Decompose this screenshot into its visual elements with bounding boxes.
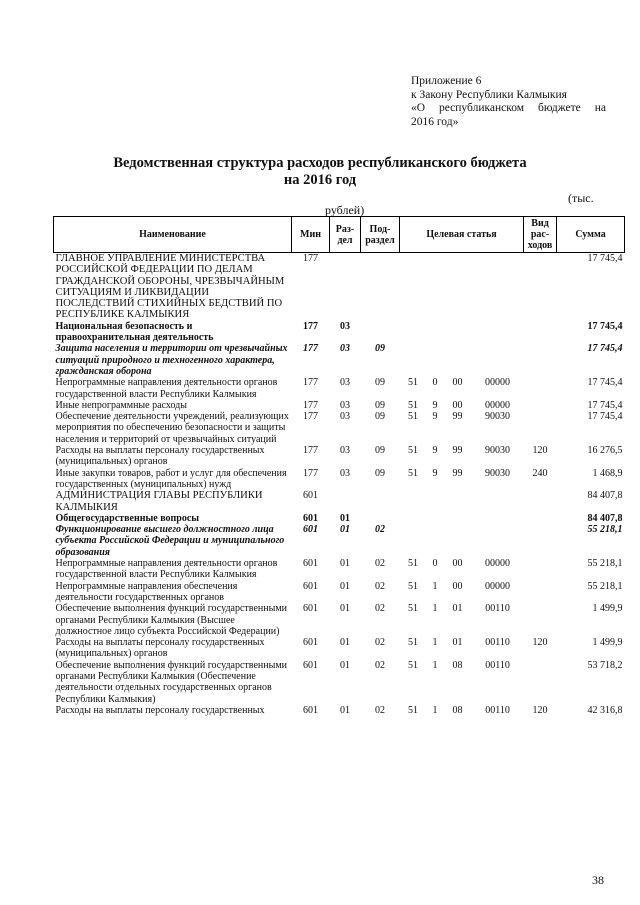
- row-target-sub: 99: [452, 445, 463, 457]
- header-subsection: Под- раздел: [361, 217, 400, 253]
- row-target-direction: [427, 524, 444, 558]
- row-target-sub: [444, 343, 472, 377]
- row-sum: 55 218,1: [587, 558, 623, 570]
- row-section: 03: [340, 343, 350, 355]
- row-target-sub: 00: [452, 558, 463, 570]
- row-target-code: 90030: [485, 411, 511, 423]
- row-target-direction: 9: [432, 467, 438, 479]
- row-ministry: 601: [303, 580, 318, 592]
- header-section: Раз- дел: [330, 217, 361, 253]
- row-sum: 42 316,8: [587, 704, 623, 716]
- row-section: 03: [340, 377, 350, 389]
- row-name: Национальная безопасность и правоохранительная деятельность: [55, 320, 214, 344]
- row-subsection: 02: [375, 704, 385, 716]
- row-target-code: 00110: [485, 603, 510, 615]
- row-ministry: 601: [303, 524, 318, 536]
- row-section: 01: [340, 524, 350, 536]
- row-subsection: 09: [375, 467, 385, 479]
- row-section: 03: [340, 467, 350, 479]
- row-name: Функционирование высшего должностного лица субъекта Российской Федерации и муниципального образования: [55, 524, 285, 558]
- row-sum: 17 745,4: [587, 377, 623, 389]
- row-ministry: 177: [303, 343, 318, 355]
- row-section: 01: [340, 512, 350, 524]
- row-sum: 55 218,1: [587, 580, 623, 592]
- row-target-code: 00110: [485, 659, 510, 671]
- row-section: 03: [340, 399, 350, 411]
- table-row: [54, 558, 625, 581]
- row-name: Расходы на выплаты персоналу государственных (муниципальных) органов: [55, 637, 265, 660]
- row-target-direction: 9: [432, 399, 438, 411]
- row-target-direction: [427, 513, 444, 524]
- row-section: 01: [340, 603, 350, 615]
- row-section: 01: [340, 704, 350, 716]
- row-target-code: 90030: [485, 467, 511, 479]
- row-target-sub: 99: [452, 467, 463, 479]
- row-section: 01: [340, 659, 350, 671]
- row-expense-type: [524, 377, 557, 400]
- row-target-direction: [427, 321, 444, 344]
- unit-label-part1: (тыс.: [568, 191, 594, 205]
- row-sum: 53 718,2: [587, 659, 623, 671]
- row-expense-type: [524, 603, 557, 637]
- row-target-code: 90030: [485, 445, 511, 457]
- row-section: 03: [340, 320, 350, 332]
- table-row: [54, 321, 625, 344]
- row-target-code: [472, 524, 524, 558]
- row-target-sub: 00: [452, 399, 463, 411]
- row-expense-type: 120: [532, 445, 548, 457]
- row-name: Защита населения и территории от чрезвычайных ситуаций природного и техногенного характера, гражданская оборона: [55, 343, 288, 377]
- row-sum: 17 745,4: [587, 343, 623, 355]
- row-ministry: 601: [303, 512, 318, 524]
- row-sum: 17 745,4: [587, 320, 623, 332]
- row-subsection: 09: [375, 377, 385, 389]
- row-target-direction: [427, 253, 444, 321]
- row-target-program: [400, 513, 427, 524]
- row-target-program: [400, 524, 427, 558]
- table-row: [54, 524, 625, 558]
- row-section: 03: [340, 411, 350, 423]
- row-section: 01: [340, 580, 350, 592]
- table-row: [54, 377, 625, 400]
- table-row: [54, 660, 625, 705]
- row-target-program: 51: [408, 704, 418, 716]
- row-target-direction: 1: [432, 580, 438, 592]
- row-expense-type: [524, 581, 557, 604]
- table-row: [54, 603, 625, 637]
- row-target-direction: 9: [432, 411, 438, 423]
- row-target-program: 51: [408, 411, 418, 423]
- row-expense-type: 120: [532, 704, 548, 716]
- row-subsection: [361, 253, 400, 321]
- row-subsection: 09: [375, 411, 385, 423]
- row-target-direction: 1: [432, 603, 438, 615]
- row-subsection: [361, 513, 400, 524]
- row-subsection: 02: [375, 637, 385, 649]
- appendix-note: [411, 75, 606, 129]
- row-target-program: 51: [408, 377, 418, 389]
- row-target-sub: [444, 524, 472, 558]
- row-subsection: 09: [375, 399, 385, 411]
- row-target-program: 51: [408, 558, 418, 570]
- row-ministry: 601: [303, 704, 318, 716]
- row-target-code: 00110: [485, 637, 510, 649]
- row-sum: 1 499,9: [592, 637, 623, 649]
- row-expense-type: [524, 558, 557, 581]
- row-sum: 1 468,9: [592, 467, 623, 479]
- row-ministry: 177: [303, 399, 318, 411]
- row-ministry: 177: [303, 445, 318, 457]
- row-ministry: 177: [303, 377, 318, 389]
- row-target-sub: [444, 253, 472, 321]
- row-name: ГЛАВНОЕ УПРАВЛЕНИЕ МИНИСТЕРСТВА РОССИЙСКОЙ ФЕДЕРАЦИИ ПО ДЕЛАМ ГРАЖДАНСКОЙ ОБОРОНЫ, ЧРЕЗВЫЧАЙНЫМ СИТУАЦИЯМ И ЛИКВИДАЦИИ ПОСЛЕДСТВИЙ СТИХИЙНЫХ БЕДСТВИЙ ПО РЕСПУБЛИКЕ КАЛМЫКИЯ: [55, 253, 285, 321]
- row-expense-type: [524, 400, 557, 411]
- row-expense-type: [524, 524, 557, 558]
- appendix-line: к Закону Республики Калмыкия: [411, 88, 567, 101]
- row-subsection: 09: [375, 445, 385, 457]
- table-row: [54, 253, 625, 321]
- row-target-code: [472, 513, 524, 524]
- row-name: АДМИНИСТРАЦИЯ ГЛАВЫ РЕСПУБЛИКИ КАЛМЫКИЯ: [55, 490, 263, 513]
- header-name: Наименование: [54, 217, 292, 253]
- header-ministry: Мин: [292, 217, 330, 253]
- row-expense-type: [524, 343, 557, 377]
- row-target-program: [400, 490, 427, 513]
- row-sum: 17 745,4: [587, 253, 623, 264]
- row-ministry: 177: [303, 411, 318, 423]
- row-target-code: [472, 343, 524, 377]
- row-sum: 55 218,1: [587, 524, 623, 536]
- row-target-code: [472, 321, 524, 344]
- row-target-code: 00000: [485, 377, 511, 389]
- row-sum: 17 745,4: [587, 411, 623, 423]
- row-target-direction: 0: [432, 558, 438, 570]
- row-sum: 17 745,4: [587, 399, 623, 411]
- row-ministry: 177: [303, 467, 318, 479]
- table-row: [54, 343, 625, 377]
- row-target-program: 51: [408, 445, 418, 457]
- row-expense-type: 120: [532, 637, 548, 649]
- row-target-program: 51: [408, 659, 418, 671]
- row-target-code: 00000: [485, 558, 511, 570]
- row-sum: 1 499,9: [592, 603, 623, 615]
- budget-table-body: [54, 253, 625, 717]
- row-subsection: [361, 490, 400, 513]
- row-target-direction: [427, 490, 444, 513]
- row-target-program: 51: [408, 399, 418, 411]
- row-name: Обеспечение выполнения функций государственными органами Республики Калмыкия (Высшее должностное лицо субъекта Российской Федерации): [55, 603, 288, 637]
- row-expense-type: [524, 321, 557, 344]
- row-name: Обеспечение выполнения функций государственными органами Республики Калмыкия (Обеспечение деятельности отдельных государственных органов Республики Калмыкия): [55, 659, 288, 705]
- row-target-program: 51: [408, 603, 418, 615]
- row-name: Непрограммные направления обеспечения деятельности государственных органов: [55, 580, 238, 603]
- row-ministry: 177: [303, 320, 318, 332]
- row-target-sub: 00: [452, 580, 463, 592]
- row-name: Иные непрограммные расходы: [55, 399, 187, 411]
- row-target-code: [472, 490, 524, 513]
- row-ministry: 177: [303, 253, 318, 264]
- row-ministry: 601: [303, 637, 318, 649]
- row-subsection: 02: [375, 603, 385, 615]
- row-target-sub: 99: [452, 411, 463, 423]
- row-ministry: 601: [303, 603, 318, 615]
- row-name: Непрограммные направления деятельности органов государственной власти Республики Калмыкия: [55, 558, 278, 581]
- row-ministry: 601: [303, 558, 318, 570]
- row-target-sub: [444, 490, 472, 513]
- page-number: 38: [592, 873, 604, 887]
- row-name: Общегосударственные вопросы: [55, 512, 200, 524]
- budget-table: [53, 216, 625, 716]
- row-target-sub: 00: [452, 377, 463, 389]
- header-expense-type: Вид рас- ходов: [524, 217, 557, 253]
- row-target-sub: [444, 513, 472, 524]
- row-subsection: [361, 321, 400, 344]
- table-row: [54, 445, 625, 468]
- document-title: Ведомственная структура расходов республиканского бюджета: [113, 155, 527, 171]
- row-name: Непрограммные направления деятельности органов государственной власти Республики Калмыкия: [55, 377, 278, 400]
- row-ministry: 601: [303, 490, 318, 502]
- row-target-direction: 1: [432, 637, 438, 649]
- row-expense-type: [524, 253, 557, 321]
- row-target-direction: [427, 343, 444, 377]
- header-target-article: Целевая статья: [400, 217, 524, 253]
- row-section: 01: [340, 637, 350, 649]
- row-target-program: 51: [408, 637, 418, 649]
- row-target-program: 51: [408, 467, 418, 479]
- row-sum: 16 276,5: [587, 445, 623, 457]
- row-expense-type: 240: [532, 467, 548, 479]
- row-ministry: 601: [303, 659, 318, 671]
- row-target-direction: 1: [432, 704, 438, 716]
- row-subsection: 02: [375, 580, 385, 592]
- row-target-program: 51: [408, 580, 418, 592]
- row-target-sub: 08: [452, 659, 463, 671]
- table-row: [54, 468, 625, 491]
- row-sum: 84 407,8: [587, 490, 623, 502]
- row-subsection: 02: [375, 524, 385, 536]
- row-section: [330, 490, 361, 513]
- row-section: [330, 253, 361, 321]
- table-row: [54, 400, 625, 411]
- row-expense-type: [524, 513, 557, 524]
- row-target-code: 00110: [485, 704, 510, 716]
- row-target-sub: 08: [452, 704, 463, 716]
- row-section: 03: [340, 445, 350, 457]
- table-row: [54, 513, 625, 524]
- row-subsection: 09: [375, 343, 385, 355]
- row-target-sub: 01: [452, 637, 463, 649]
- appendix-line: 2016 год»: [411, 115, 459, 128]
- appendix-line: Приложение 6: [411, 75, 482, 87]
- row-target-direction: 0: [432, 377, 438, 389]
- row-sum: 84 407,8: [587, 512, 623, 524]
- row-name: Иные закупки товаров, работ и услуг для обеспечения государственных (муниципальных) нужд: [55, 467, 287, 490]
- appendix-line: «О республиканском бюджете на: [411, 102, 606, 115]
- row-target-program: [400, 321, 427, 344]
- row-expense-type: [524, 490, 557, 513]
- row-name: Расходы на выплаты персоналу государственных: [55, 704, 265, 716]
- row-target-program: [400, 343, 427, 377]
- table-row: [54, 581, 625, 604]
- table-row: [54, 411, 625, 445]
- row-target-code: 00000: [485, 580, 511, 592]
- row-target-code: [472, 253, 524, 321]
- table-row: [54, 705, 625, 716]
- row-name: Обеспечение деятельности учреждений, реализующих мероприятия по обеспечению безопасности и защиты населения и территорий от чрезвычайных ситуаций: [55, 411, 289, 445]
- row-section: 01: [340, 558, 350, 570]
- table-row: [54, 490, 625, 513]
- row-target-sub: [444, 321, 472, 344]
- row-target-code: 00000: [485, 399, 511, 411]
- row-target-direction: 1: [432, 659, 438, 671]
- row-expense-type: [524, 660, 557, 705]
- row-name: Расходы на выплаты персоналу государственных (муниципальных) органов: [55, 445, 265, 468]
- unit-label-part2: рублей): [325, 203, 365, 217]
- document-title-year: на 2016 год: [283, 172, 357, 188]
- row-subsection: 02: [375, 659, 385, 671]
- row-target-sub: 01: [452, 603, 463, 615]
- table-row: [54, 637, 625, 660]
- row-target-direction: 9: [432, 445, 438, 457]
- header-sum: Сумма: [557, 217, 625, 253]
- row-subsection: 02: [375, 558, 385, 570]
- row-target-program: [400, 253, 427, 321]
- row-expense-type: [524, 411, 557, 445]
